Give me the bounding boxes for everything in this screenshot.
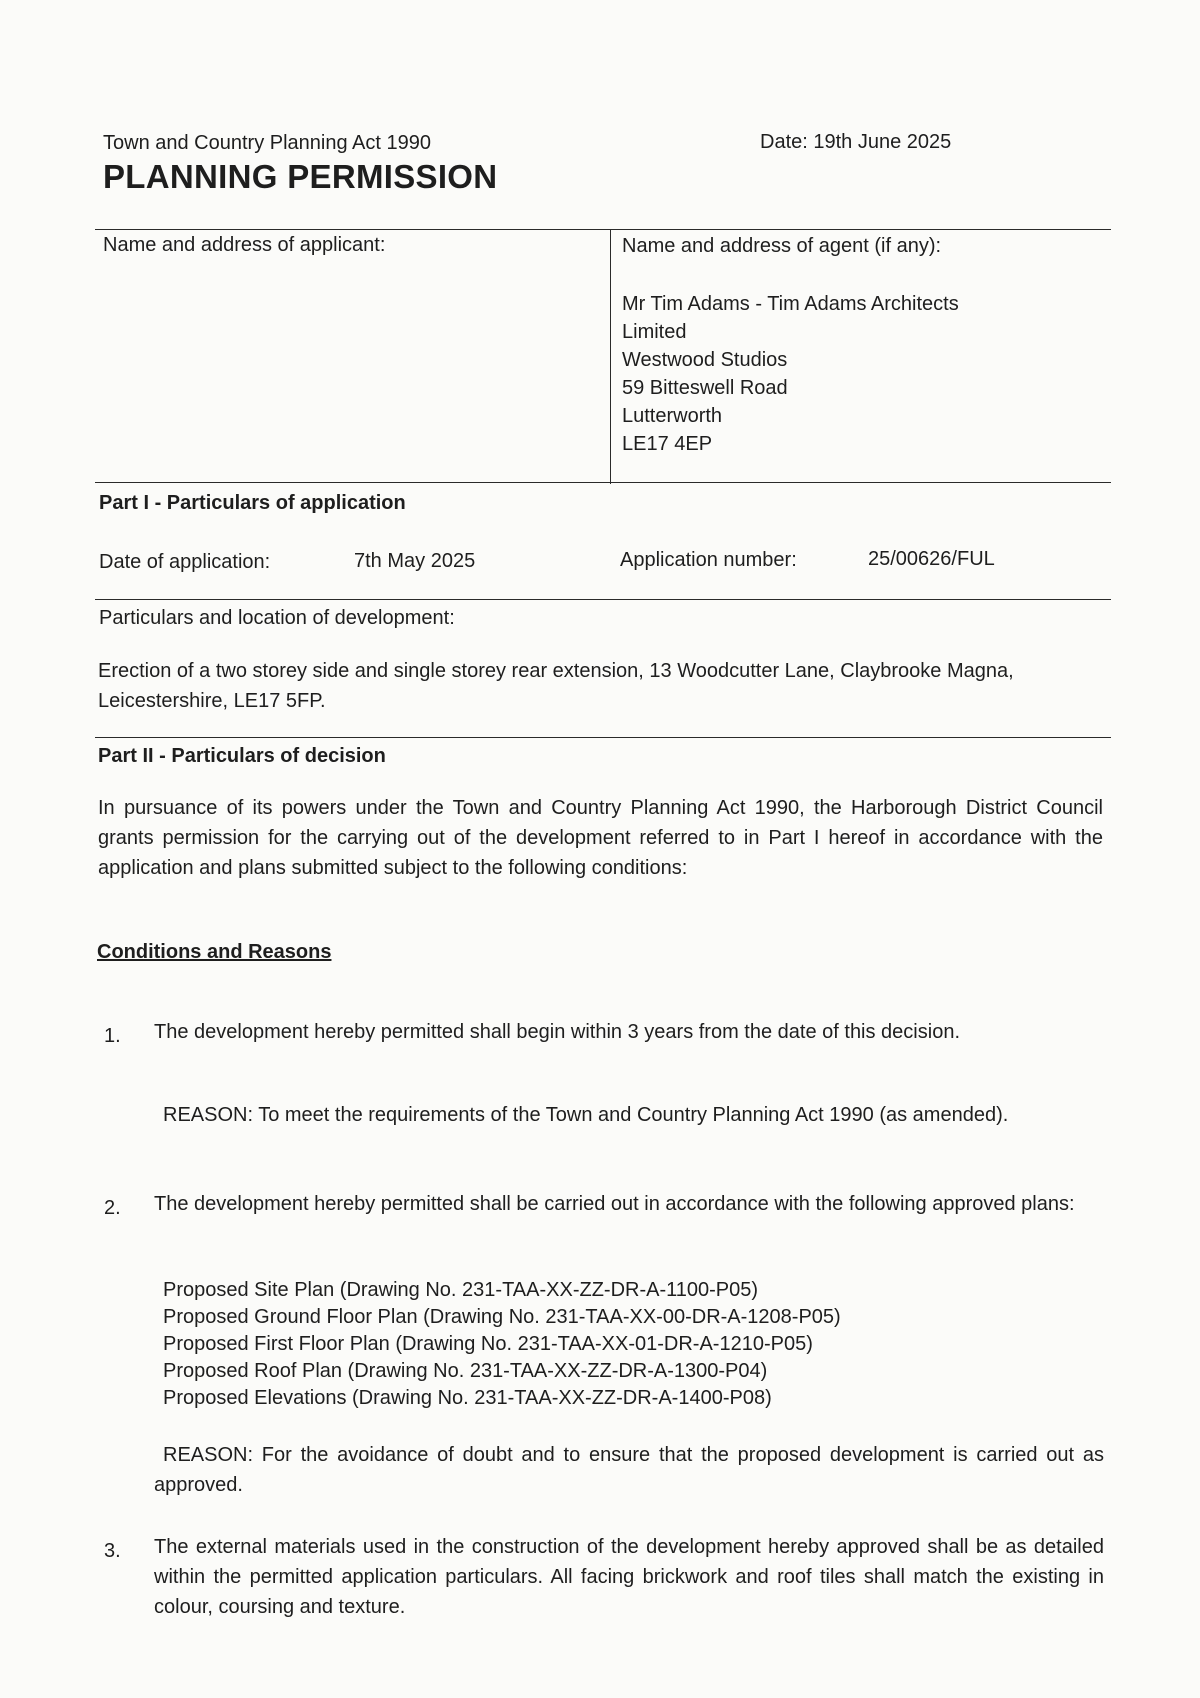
agent-address-line: 59 Bitteswell Road (622, 377, 788, 399)
part2-rule (95, 737, 1111, 738)
agent-address-line: Mr Tim Adams - Tim Adams Architects (622, 293, 959, 315)
application-date-value: 7th May 2025 (354, 550, 476, 572)
condition-number: 3. (104, 1540, 121, 1562)
approved-plan-item: Proposed Elevations (Drawing No. 231-TAA-XX-ZZ-DR-A-1400-P08) (163, 1387, 772, 1409)
part1-rule (95, 599, 1111, 600)
location-label: Particulars and location of development: (99, 607, 455, 629)
approved-plan-item: Proposed First Floor Plan (Drawing No. 231-TAA-XX-01-DR-A-1210-P05) (163, 1333, 813, 1355)
application-number-value: 25/00626/FUL (868, 548, 995, 570)
agent-address-line: Limited (622, 321, 687, 343)
condition-number: 2. (104, 1197, 121, 1219)
part1-heading: Part I - Particulars of application (99, 492, 406, 514)
document-title: PLANNING PERMISSION (103, 158, 498, 195)
condition-reason: REASON: To meet the requirements of the Town and Country Planning Act 1990 (as amended). (163, 1104, 1009, 1126)
agent-address (622, 290, 959, 458)
agent-address-line: Westwood Studios (622, 349, 788, 371)
approved-plan-item: Proposed Ground Floor Plan (Drawing No. 231-TAA-XX-00-DR-A-1208-P05) (163, 1306, 841, 1328)
box-divider (610, 229, 611, 484)
box-bottom-rule (95, 482, 1111, 483)
act-title: Town and Country Planning Act 1990 (103, 132, 431, 154)
condition-text: The external materials used in the construction of the development hereby approved shall be as detailed within the permitted application particulars. All facing brickwork and roof tiles shall match the existing in colour, coursing and texture. (154, 1536, 1104, 1618)
agent-address-line: LE17 4EP (622, 433, 713, 455)
box-top-rule (95, 229, 1111, 230)
condition-reason: REASON: For the avoidance of doubt and to ensure that the proposed development is carried out as approved. (154, 1444, 1104, 1496)
application-date-label: Date of application: (99, 551, 271, 573)
approved-plan-item: Proposed Site Plan (Drawing No. 231-TAA-XX-ZZ-DR-A-1100-P05) (163, 1279, 759, 1301)
decision-body: In pursuance of its powers under the Town and Country Planning Act 1990, the Harborough District Council grants permission for the carrying out of the development referred to in Part I hereof in accordance with the application and plans submitted subject to the following conditions: (98, 797, 1103, 879)
part2-heading: Part II - Particulars of decision (98, 745, 386, 767)
agent-address-line: Lutterworth (622, 405, 723, 427)
applicant-label: Name and address of applicant: (103, 234, 386, 256)
condition-text: The development hereby permitted shall be carried out in accordance with the following approved plans: (154, 1193, 1075, 1215)
decision-date: Date: 19th June 2025 (760, 131, 952, 153)
approved-plans-list (163, 1277, 841, 1412)
condition-text: The development hereby permitted shall begin within 3 years from the date of this decision. (154, 1021, 960, 1043)
conditions-heading: Conditions and Reasons (97, 941, 332, 963)
condition-number: 1. (104, 1025, 121, 1047)
development-description: Erection of a two storey side and single storey rear extension, 13 Woodcutter Lane, Claybrooke Magna, Leicestershire, LE17 5FP. (98, 660, 1014, 712)
application-number-label: Application number: (620, 549, 797, 571)
approved-plan-item: Proposed Roof Plan (Drawing No. 231-TAA-XX-ZZ-DR-A-1300-P04) (163, 1360, 768, 1382)
agent-label: Name and address of agent (if any): (622, 235, 942, 257)
